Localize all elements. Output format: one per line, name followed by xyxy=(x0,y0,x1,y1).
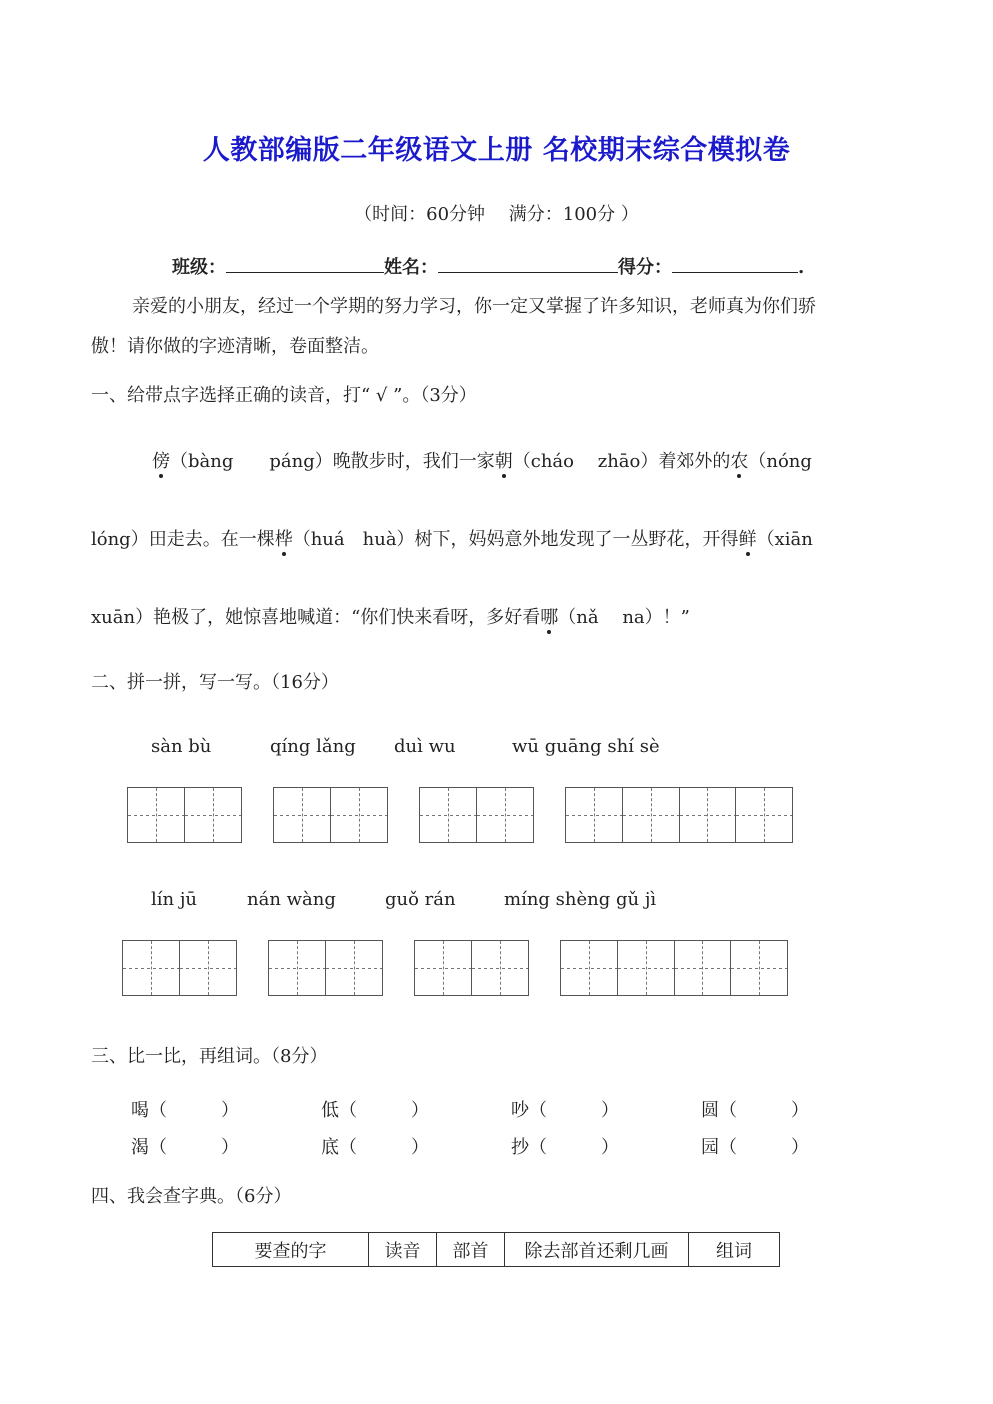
table-header-cell: 除去部首还剩几画 xyxy=(505,1233,689,1267)
section-2-heading: 二、拼一拼，写一写。（16分） xyxy=(91,672,339,693)
compare-item[interactable]: 园（ ） xyxy=(701,1137,809,1158)
intro-line-1: 亲爱的小朋友，经过一个学期的努力学习，你一定又掌握了许多知识，老师真为你们骄 xyxy=(132,296,816,317)
section-1-heading: 一、给带点字选择正确的读音，打“ √ ”。（3分） xyxy=(91,385,477,406)
pinyin-label: sàn bù xyxy=(151,736,212,757)
pinyin-label: lín jū xyxy=(151,889,198,910)
writing-grid[interactable] xyxy=(414,940,529,996)
writing-grid[interactable] xyxy=(268,940,383,996)
table-header-cell: 读音 xyxy=(369,1233,437,1267)
compare-item[interactable]: 低（ ） xyxy=(321,1100,429,1121)
pinyin-label: míng shèng gǔ jì xyxy=(504,889,657,910)
question-text: xuān）艳极了，她惊喜地喊道：“你们快来看呀，多好看 xyxy=(91,607,541,628)
compare-item[interactable]: 底（ ） xyxy=(321,1137,429,1158)
section-3-heading: 三、比一比，再组词。（8分） xyxy=(91,1046,328,1067)
score-blank[interactable] xyxy=(672,256,798,273)
exam-time-score: （时间：60分钟 满分：100分 ） xyxy=(354,204,639,225)
table-header-cell: 部首 xyxy=(437,1233,505,1267)
writing-grid[interactable] xyxy=(122,940,237,996)
compare-item[interactable]: 圆（ ） xyxy=(701,1100,809,1121)
question-text: （xiān xyxy=(756,529,813,550)
compare-item[interactable]: 吵（ ） xyxy=(511,1100,619,1121)
writing-grid[interactable] xyxy=(419,787,534,843)
question-text: （bàng páng）晚散步时，我们一家 xyxy=(170,451,495,472)
writing-grid[interactable] xyxy=(127,787,242,843)
class-label: 班级： xyxy=(172,257,226,278)
pinyin-label: guǒ rán xyxy=(385,889,456,910)
question-text: （huá huà）树下，妈妈意外地发现了一丛野花，开得 xyxy=(292,529,739,550)
dotted-char: 傍 xyxy=(152,451,170,472)
table-header-row xyxy=(213,1233,780,1267)
student-info-line xyxy=(172,253,804,279)
pinyin-label: qíng lǎng xyxy=(270,736,356,757)
dotted-char: 鲜 xyxy=(738,529,757,550)
dotted-char: 朝 xyxy=(494,451,513,472)
writing-grid[interactable] xyxy=(565,787,793,843)
writing-grid[interactable] xyxy=(560,940,788,996)
section-4-heading: 四、我会查字典。（6分） xyxy=(91,1186,292,1207)
question-text: （nǎ na）！” xyxy=(558,607,690,628)
pinyin-label: wū guāng shí sè xyxy=(512,736,660,757)
question-text: （cháo zhāo）着郊外的 xyxy=(512,451,731,472)
compare-item[interactable]: 喝（ ） xyxy=(131,1100,239,1121)
info-end: . xyxy=(798,257,805,278)
pinyin-label: nán wàng xyxy=(247,889,336,910)
dotted-char: 哪 xyxy=(540,607,559,628)
score-label: 得分： xyxy=(618,257,672,278)
writing-grid[interactable] xyxy=(273,787,388,843)
dictionary-table xyxy=(212,1232,780,1267)
pinyin-question-line-2 xyxy=(91,525,813,551)
question-text: lóng）田走去。在一棵 xyxy=(91,529,275,550)
compare-item[interactable]: 抄（ ） xyxy=(511,1137,619,1158)
table-header-cell: 组词 xyxy=(689,1233,780,1267)
table-header-cell: 要查的字 xyxy=(213,1233,369,1267)
page-title: 人教部编版二年级语文上册 名校期末综合模拟卷 xyxy=(202,135,791,166)
pinyin-question-line-1 xyxy=(152,447,812,473)
dotted-char: 农 xyxy=(730,451,749,472)
dotted-char: 桦 xyxy=(274,529,293,550)
pinyin-label: duì wu xyxy=(394,736,456,757)
question-text: （nóng xyxy=(748,451,812,472)
pinyin-question-line-3 xyxy=(91,603,690,629)
name-label: 姓名： xyxy=(384,257,438,278)
compare-item[interactable]: 渴（ ） xyxy=(131,1137,239,1158)
name-blank[interactable] xyxy=(438,256,618,273)
intro-line-2: 傲！请你做的字迹清晰，卷面整洁。 xyxy=(91,336,379,357)
class-blank[interactable] xyxy=(226,256,384,273)
